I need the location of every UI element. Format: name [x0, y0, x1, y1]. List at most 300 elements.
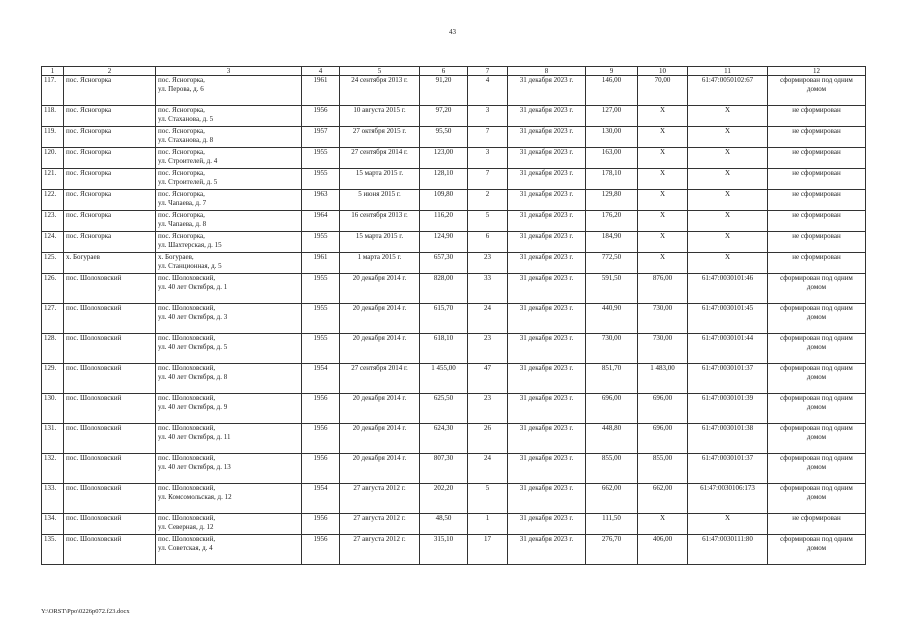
row-number-cell: 134.: [42, 514, 64, 535]
address-line-1: пос. Ясногорка,: [158, 169, 205, 177]
address-cell: [156, 364, 302, 394]
area-cell: 109,80: [420, 190, 468, 211]
value-10-cell: Х: [638, 127, 688, 148]
value-9-cell: 851,70: [586, 364, 638, 394]
address-line-2: ул. Чапаева, д. 7: [158, 199, 207, 207]
table-row: [42, 394, 866, 424]
value-10-cell: 730,00: [638, 334, 688, 364]
value-10-cell: Х: [638, 211, 688, 232]
area-cell: 48,50: [420, 514, 468, 535]
address-cell: [156, 535, 302, 565]
address-line-1: пос. Шолоховский,: [158, 484, 216, 492]
recognition-date-cell: 27 августа 2012 г.: [340, 514, 420, 535]
row-number-cell: 135.: [42, 535, 64, 565]
settlement-cell: пос. Ясногорка: [64, 76, 156, 106]
land-status-cell: сформирован под одним домом: [768, 274, 866, 304]
build-year-cell: 1956: [302, 394, 340, 424]
build-year-cell: 1957: [302, 127, 340, 148]
address-line-2: ул. Станционная, д. 5: [158, 262, 222, 270]
row-number-cell: 125.: [42, 253, 64, 274]
deadline-cell: 31 декабря 2023 г.: [508, 484, 586, 514]
value-10-cell: Х: [638, 169, 688, 190]
residents-cell: 47: [468, 364, 508, 394]
table-row: [42, 211, 866, 232]
value-9-cell: 176,20: [586, 211, 638, 232]
land-status-cell: сформирован под одним домом: [768, 484, 866, 514]
recognition-date-cell: 27 октября 2015 г.: [340, 127, 420, 148]
row-number-cell: 122.: [42, 190, 64, 211]
deadline-cell: 31 декабря 2023 г.: [508, 454, 586, 484]
address-line-1: пос. Шолоховский,: [158, 454, 216, 462]
settlement-cell: пос. Ясногорка: [64, 148, 156, 169]
column-number-header: 5: [340, 67, 420, 76]
address-line-2: ул. 40 лет Октября, д. 3: [158, 313, 228, 321]
row-number-cell: 130.: [42, 394, 64, 424]
value-9-cell: 772,50: [586, 253, 638, 274]
recognition-date-cell: 15 марта 2015 г.: [340, 169, 420, 190]
table-row: [42, 334, 866, 364]
column-number-header: 10: [638, 67, 688, 76]
land-status-cell: сформирован под одним домом: [768, 334, 866, 364]
residents-cell: 24: [468, 454, 508, 484]
deadline-cell: 31 декабря 2023 г.: [508, 514, 586, 535]
cadastral-number-cell: 61:47:0030101:45: [688, 304, 768, 334]
deadline-cell: 31 декабря 2023 г.: [508, 127, 586, 148]
value-10-cell: 70,00: [638, 76, 688, 106]
build-year-cell: 1955: [302, 148, 340, 169]
land-status-cell: сформирован под одним домом: [768, 364, 866, 394]
residents-cell: 5: [468, 211, 508, 232]
value-10-cell: 662,00: [638, 484, 688, 514]
column-number-header: 12: [768, 67, 866, 76]
address-line-1: пос. Ясногорка,: [158, 76, 205, 84]
cadastral-number-cell: 61:47:0030101:44: [688, 334, 768, 364]
area-cell: 624,30: [420, 424, 468, 454]
column-number-header: 8: [508, 67, 586, 76]
recognition-date-cell: 15 марта 2015 г.: [340, 232, 420, 253]
address-cell: [156, 169, 302, 190]
table-row: [42, 364, 866, 394]
deadline-cell: 31 декабря 2023 г.: [508, 253, 586, 274]
cadastral-number-cell: 61:47:0050102:67: [688, 76, 768, 106]
land-status-cell: не сформирован: [768, 148, 866, 169]
value-10-cell: Х: [638, 232, 688, 253]
residents-cell: 4: [468, 76, 508, 106]
area-cell: 828,00: [420, 274, 468, 304]
value-10-cell: 855,00: [638, 454, 688, 484]
file-path-footer: Y:\ORST\Ppo\0226p072.f23.docx: [41, 608, 130, 615]
residents-cell: 17: [468, 535, 508, 565]
value-9-cell: 730,00: [586, 334, 638, 364]
address-cell: [156, 253, 302, 274]
residents-cell: 3: [468, 148, 508, 169]
build-year-cell: 1956: [302, 424, 340, 454]
value-10-cell: 876,00: [638, 274, 688, 304]
residents-cell: 2: [468, 190, 508, 211]
settlement-cell: пос. Шолоховский: [64, 484, 156, 514]
table-row: [42, 424, 866, 454]
build-year-cell: 1963: [302, 190, 340, 211]
settlement-cell: пос. Шолоховский: [64, 535, 156, 565]
settlement-cell: пос. Шолоховский: [64, 364, 156, 394]
cadastral-number-cell: Х: [688, 253, 768, 274]
recognition-date-cell: 27 сентября 2014 г.: [340, 148, 420, 169]
area-cell: 97,20: [420, 106, 468, 127]
table-row: [42, 304, 866, 334]
land-status-cell: не сформирован: [768, 127, 866, 148]
table-row: [42, 127, 866, 148]
residents-cell: 26: [468, 424, 508, 454]
address-line-2: ул. 40 лет Октября, д. 13: [158, 463, 231, 471]
cadastral-number-cell: 61:47:0030101:37: [688, 364, 768, 394]
address-line-2: ул. 40 лет Октября, д. 5: [158, 343, 228, 351]
value-10-cell: 1 483,00: [638, 364, 688, 394]
value-9-cell: 130,00: [586, 127, 638, 148]
land-status-cell: не сформирован: [768, 232, 866, 253]
row-number-cell: 117.: [42, 76, 64, 106]
column-number-header: 1: [42, 67, 64, 76]
land-status-cell: не сформирован: [768, 169, 866, 190]
address-cell: [156, 484, 302, 514]
cadastral-number-cell: Х: [688, 190, 768, 211]
build-year-cell: 1961: [302, 253, 340, 274]
address-line-2: ул. 40 лет Октября, д. 9: [158, 403, 228, 411]
value-9-cell: 146,00: [586, 76, 638, 106]
settlement-cell: пос. Ясногорка: [64, 211, 156, 232]
address-line-1: пос. Ясногорка,: [158, 211, 205, 219]
residents-cell: 33: [468, 274, 508, 304]
row-number-cell: 118.: [42, 106, 64, 127]
address-line-2: ул. Шахтерская, д. 15: [158, 241, 222, 249]
cadastral-number-cell: 61:47:0030101:39: [688, 394, 768, 424]
column-number-header: 2: [64, 67, 156, 76]
address-line-2: ул. Строителей, д. 4: [158, 157, 218, 165]
value-10-cell: 696,00: [638, 424, 688, 454]
area-cell: 202,20: [420, 484, 468, 514]
settlement-cell: пос. Шолоховский: [64, 334, 156, 364]
deadline-cell: 31 декабря 2023 г.: [508, 148, 586, 169]
address-line-2: ул. Перова, д. 6: [158, 85, 204, 93]
header-row: [42, 67, 866, 76]
build-year-cell: 1954: [302, 364, 340, 394]
deadline-cell: 31 декабря 2023 г.: [508, 190, 586, 211]
build-year-cell: 1955: [302, 274, 340, 304]
residents-cell: 6: [468, 232, 508, 253]
address-line-2: ул. Советская, д. 4: [158, 544, 213, 552]
settlement-cell: пос. Ясногорка: [64, 169, 156, 190]
build-year-cell: 1955: [302, 334, 340, 364]
table-row: [42, 232, 866, 253]
settlement-cell: пос. Шолоховский: [64, 424, 156, 454]
residents-cell: 23: [468, 334, 508, 364]
column-number-header: 3: [156, 67, 302, 76]
address-line-1: пос. Шолоховский,: [158, 535, 216, 543]
residents-cell: 7: [468, 169, 508, 190]
table-row: [42, 148, 866, 169]
area-cell: 91,20: [420, 76, 468, 106]
address-line-1: х. Богураев,: [158, 253, 194, 261]
value-9-cell: 855,00: [586, 454, 638, 484]
value-9-cell: 662,00: [586, 484, 638, 514]
address-cell: [156, 334, 302, 364]
cadastral-number-cell: Х: [688, 148, 768, 169]
area-cell: 625,50: [420, 394, 468, 424]
cadastral-number-cell: Х: [688, 232, 768, 253]
column-number-header: 7: [468, 67, 508, 76]
settlement-cell: пос. Ясногорка: [64, 127, 156, 148]
row-number-cell: 131.: [42, 424, 64, 454]
row-number-cell: 119.: [42, 127, 64, 148]
value-10-cell: 406,00: [638, 535, 688, 565]
table-row: [42, 106, 866, 127]
recognition-date-cell: 1 марта 2015 г.: [340, 253, 420, 274]
recognition-date-cell: 20 декабря 2014 г.: [340, 454, 420, 484]
deadline-cell: 31 декабря 2023 г.: [508, 394, 586, 424]
settlement-cell: пос. Ясногорка: [64, 190, 156, 211]
table-row: [42, 484, 866, 514]
row-number-cell: 126.: [42, 274, 64, 304]
deadline-cell: 31 декабря 2023 г.: [508, 304, 586, 334]
deadline-cell: 31 декабря 2023 г.: [508, 76, 586, 106]
recognition-date-cell: 20 декабря 2014 г.: [340, 274, 420, 304]
value-10-cell: Х: [638, 514, 688, 535]
build-year-cell: 1956: [302, 535, 340, 565]
residents-cell: 5: [468, 484, 508, 514]
recognition-date-cell: 5 июня 2015 г.: [340, 190, 420, 211]
value-9-cell: 276,70: [586, 535, 638, 565]
residents-cell: 23: [468, 253, 508, 274]
deadline-cell: 31 декабря 2023 г.: [508, 169, 586, 190]
deadline-cell: 31 декабря 2023 г.: [508, 364, 586, 394]
address-line-2: ул. 40 лет Октября, д. 8: [158, 373, 228, 381]
table-body: [42, 76, 866, 565]
address-line-1: пос. Ясногорка,: [158, 148, 205, 156]
address-line-2: ул. Северная, д. 12: [158, 523, 214, 531]
table-row: [42, 454, 866, 484]
column-number-header: 11: [688, 67, 768, 76]
value-9-cell: 696,00: [586, 394, 638, 424]
land-status-cell: не сформирован: [768, 190, 866, 211]
settlement-cell: пос. Шолоховский: [64, 454, 156, 484]
address-cell: [156, 106, 302, 127]
land-status-cell: сформирован под одним домом: [768, 454, 866, 484]
address-line-1: пос. Шолоховский,: [158, 514, 216, 522]
address-cell: [156, 148, 302, 169]
recognition-date-cell: 16 сентября 2013 г.: [340, 211, 420, 232]
table-row: [42, 169, 866, 190]
area-cell: 128,10: [420, 169, 468, 190]
land-status-cell: не сформирован: [768, 253, 866, 274]
address-cell: [156, 394, 302, 424]
cadastral-number-cell: Х: [688, 106, 768, 127]
land-status-cell: сформирован под одним домом: [768, 394, 866, 424]
address-line-2: ул. 40 лет Октября, д. 1: [158, 283, 228, 291]
area-cell: 1 455,00: [420, 364, 468, 394]
land-status-cell: не сформирован: [768, 106, 866, 127]
table-row: [42, 535, 866, 565]
address-line-1: пос. Шолоховский,: [158, 304, 216, 312]
address-line-2: ул. 40 лет Октября, д. 11: [158, 433, 231, 441]
recognition-date-cell: 20 декабря 2014 г.: [340, 304, 420, 334]
deadline-cell: 31 декабря 2023 г.: [508, 274, 586, 304]
deadline-cell: 31 декабря 2023 г.: [508, 232, 586, 253]
column-number-header: 9: [586, 67, 638, 76]
residents-cell: 23: [468, 394, 508, 424]
address-line-2: ул. Стаханова, д. 8: [158, 136, 214, 144]
build-year-cell: 1954: [302, 484, 340, 514]
area-cell: 124,90: [420, 232, 468, 253]
column-number-header: 4: [302, 67, 340, 76]
area-cell: 807,30: [420, 454, 468, 484]
area-cell: 615,70: [420, 304, 468, 334]
land-status-cell: сформирован под одним домом: [768, 304, 866, 334]
row-number-cell: 123.: [42, 211, 64, 232]
cadastral-number-cell: Х: [688, 211, 768, 232]
recognition-date-cell: 20 декабря 2014 г.: [340, 334, 420, 364]
settlement-cell: х. Богураев: [64, 253, 156, 274]
land-status-cell: сформирован под одним домом: [768, 535, 866, 565]
address-cell: [156, 211, 302, 232]
value-9-cell: 127,00: [586, 106, 638, 127]
settlement-cell: пос. Ясногорка: [64, 106, 156, 127]
table-row: [42, 274, 866, 304]
row-number-cell: 124.: [42, 232, 64, 253]
row-number-cell: 127.: [42, 304, 64, 334]
deadline-cell: 31 декабря 2023 г.: [508, 211, 586, 232]
recognition-date-cell: 27 августа 2012 г.: [340, 535, 420, 565]
cadastral-number-cell: Х: [688, 127, 768, 148]
table-row: [42, 514, 866, 535]
settlement-cell: пос. Ясногорка: [64, 232, 156, 253]
address-cell: [156, 76, 302, 106]
build-year-cell: 1956: [302, 454, 340, 484]
deadline-cell: 31 декабря 2023 г.: [508, 535, 586, 565]
residents-cell: 1: [468, 514, 508, 535]
cadastral-number-cell: 61:47:0030101:38: [688, 424, 768, 454]
row-number-cell: 128.: [42, 334, 64, 364]
address-cell: [156, 232, 302, 253]
value-10-cell: Х: [638, 190, 688, 211]
table-row: [42, 190, 866, 211]
address-line-1: пос. Шолоховский,: [158, 424, 216, 432]
build-year-cell: 1956: [302, 106, 340, 127]
address-line-1: пос. Шолоховский,: [158, 394, 216, 402]
address-line-1: пос. Шолоховский,: [158, 334, 216, 342]
table-row: [42, 76, 866, 106]
recognition-date-cell: 20 декабря 2014 г.: [340, 394, 420, 424]
build-year-cell: 1955: [302, 232, 340, 253]
area-cell: 123,00: [420, 148, 468, 169]
address-line-1: пос. Ясногорка,: [158, 127, 205, 135]
settlement-cell: пос. Шолоховский: [64, 274, 156, 304]
value-10-cell: 696,00: [638, 394, 688, 424]
build-year-cell: 1964: [302, 211, 340, 232]
settlement-cell: пос. Шолоховский: [64, 304, 156, 334]
row-number-cell: 120.: [42, 148, 64, 169]
deadline-cell: 31 декабря 2023 г.: [508, 424, 586, 454]
residents-cell: 3: [468, 106, 508, 127]
recognition-date-cell: 10 августа 2015 г.: [340, 106, 420, 127]
page-number: 43: [449, 28, 456, 36]
build-year-cell: 1955: [302, 169, 340, 190]
area-cell: 657,30: [420, 253, 468, 274]
address-cell: [156, 190, 302, 211]
value-10-cell: Х: [638, 106, 688, 127]
address-line-2: ул. Чапаева, д. 8: [158, 220, 207, 228]
row-number-cell: 129.: [42, 364, 64, 394]
value-10-cell: 730,00: [638, 304, 688, 334]
address-cell: [156, 424, 302, 454]
recognition-date-cell: 27 сентября 2014 г.: [340, 364, 420, 394]
address-cell: [156, 304, 302, 334]
build-year-cell: 1955: [302, 304, 340, 334]
deadline-cell: 31 декабря 2023 г.: [508, 334, 586, 364]
value-9-cell: 163,00: [586, 148, 638, 169]
recognition-date-cell: 20 декабря 2014 г.: [340, 424, 420, 454]
cadastral-number-cell: Х: [688, 514, 768, 535]
address-line-1: пос. Ясногорка,: [158, 106, 205, 114]
recognition-date-cell: 24 сентября 2013 г.: [340, 76, 420, 106]
cadastral-number-cell: 61:47:0030101:37: [688, 454, 768, 484]
cadastral-number-cell: Х: [688, 169, 768, 190]
address-line-2: ул. Строителей, д. 5: [158, 178, 218, 186]
value-9-cell: 178,10: [586, 169, 638, 190]
address-line-1: пос. Ясногорка,: [158, 232, 205, 240]
settlement-cell: пос. Шолоховский: [64, 514, 156, 535]
address-line-1: пос. Шолоховский,: [158, 274, 216, 282]
value-9-cell: 111,50: [586, 514, 638, 535]
land-status-cell: сформирован под одним домом: [768, 76, 866, 106]
housing-registry-table: [41, 66, 866, 565]
row-number-cell: 121.: [42, 169, 64, 190]
address-line-2: ул. Стаханова, д. 5: [158, 115, 214, 123]
column-number-header: 6: [420, 67, 468, 76]
address-cell: [156, 514, 302, 535]
cadastral-number-cell: 61:47:0030106:173: [688, 484, 768, 514]
value-10-cell: Х: [638, 148, 688, 169]
residents-cell: 7: [468, 127, 508, 148]
address-cell: [156, 274, 302, 304]
land-status-cell: не сформирован: [768, 211, 866, 232]
recognition-date-cell: 27 августа 2012 г.: [340, 484, 420, 514]
value-9-cell: 440,90: [586, 304, 638, 334]
land-status-cell: сформирован под одним домом: [768, 424, 866, 454]
land-status-cell: не сформирован: [768, 514, 866, 535]
address-line-1: пос. Шолоховский,: [158, 364, 216, 372]
area-cell: 95,50: [420, 127, 468, 148]
settlement-cell: пос. Шолоховский: [64, 394, 156, 424]
build-year-cell: 1961: [302, 76, 340, 106]
table-row: [42, 253, 866, 274]
row-number-cell: 133.: [42, 484, 64, 514]
value-9-cell: 591,50: [586, 274, 638, 304]
value-9-cell: 129,80: [586, 190, 638, 211]
residents-cell: 24: [468, 304, 508, 334]
value-9-cell: 448,80: [586, 424, 638, 454]
address-line-2: ул. Комсомольская, д. 12: [158, 493, 232, 501]
value-10-cell: Х: [638, 253, 688, 274]
area-cell: 116,20: [420, 211, 468, 232]
cadastral-number-cell: 61:47:0030111:80: [688, 535, 768, 565]
area-cell: 618,10: [420, 334, 468, 364]
address-cell: [156, 454, 302, 484]
area-cell: 315,10: [420, 535, 468, 565]
row-number-cell: 132.: [42, 454, 64, 484]
deadline-cell: 31 декабря 2023 г.: [508, 106, 586, 127]
value-9-cell: 184,90: [586, 232, 638, 253]
address-line-1: пос. Ясногорка,: [158, 190, 205, 198]
address-cell: [156, 127, 302, 148]
